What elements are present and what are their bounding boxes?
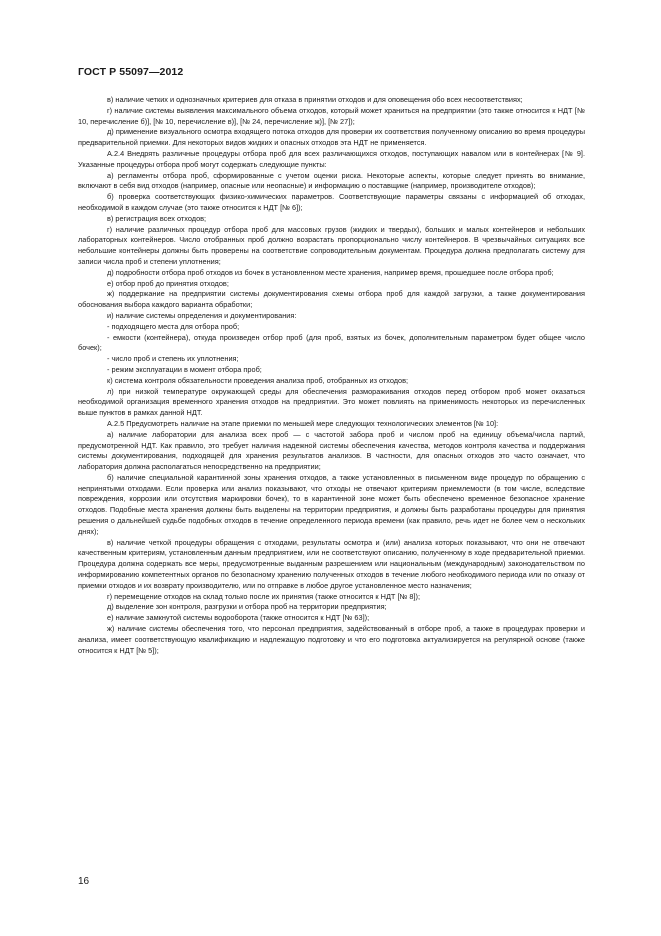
paragraph-14: - емкости (контейнера), откуда произведен отбор проб (для проб, взятых из бочек, дополнительным параметром будет общее число бочек); (78, 332, 585, 353)
paragraph-19: А.2.5 Предусмотреть наличие на этапе приемки по меньшей мере следующих технологических элементов [№ 10]: (107, 418, 499, 428)
paragraph-21: б) наличие специальной карантинной зоны хранения отходов, а также установленных в письменном виде процедур по обращению с непринятыми отходами. Если проверка или анализ показывают, что отходы не отвечают критериям приемлемости (в том числе, вследствие повреждения, коррозии или отсутствия маркировки бочек), то в карантинной зоне может быть обеспечено временное безопасное хранение отходов. Подобные места хранения должны быть выделены на территории предприятия, и должны быть разработаны процедуры для принятия решения о дальнейшей судьбе подобных отходов в течение определенного периода времени (как правило, речь идет не более чем о нескольких днях); (78, 472, 585, 536)
paragraph-17: к) система контроля обязательности проведения анализа проб, отобранных из отходов; (107, 375, 409, 385)
paragraph-24: д) выделение зон контроля, разгрузки и отбора проб на территории предприятия; (107, 602, 387, 612)
paragraph-25: е) наличие замкнутой системы водооборота (также относится к НДТ [№ 63]); (107, 613, 370, 623)
page-number: 16 (78, 876, 90, 887)
document-body (78, 95, 585, 656)
paragraph-13: - подходящего места для отбора проб; (107, 321, 240, 331)
paragraph-18: л) при низкой температуре окружающей среды для обеспечения размораживания отходов перед отбором проб может оказаться необходимой организация временного хранения отходов на предприятии. Это может повлиять на применимость некоторых из перечисленных выше пунктов в рамках данной НДТ. (78, 386, 585, 418)
paragraph-12: и) наличие системы определения и документирования: (107, 310, 297, 320)
paragraph-16: - режим эксплуатации в момент отбора проб; (107, 364, 262, 374)
document-header: ГОСТ Р 55097—2012 (78, 66, 184, 78)
paragraph-26: ж) наличие системы обеспечения того, что персонал предприятия, задействованный в отборе проб, а также в процедурах проверки и анализа, имеет соответствующую квалификацию и надлежащую подготовку и что его подготовка актуализируется на регулярной основе (также относится к НДТ [№ 5]); (78, 624, 585, 655)
paragraph-8: г) наличие различных процедур отбора проб для массовых грузов (жидких и твердых), больших и малых контейнеров и небольших лабораторных контейнеров. Число отобранных проб должно возрастать пропорционально числу контейнеров. В чрезвычайных ситуациях все небольшие контейнеры должны быть проверены на соответствие сопроводительным документам. Процедура должна предполагать систему для записи числа проб и степени уплотнения; (78, 224, 585, 266)
paragraph-4: А.2.4 Внедрять различные процедуры отбора проб для всех различающихся отходов, поступающих навалом или в контейнерах [№ 9]. Указанные процедуры отбора проб могут содержать следующие пункты: (78, 148, 585, 169)
paragraph-3: д) применение визуального осмотра входящего потока отходов для проверки их соответствия полученному описанию во время процедуры предварительной приемки. Для некоторых видов жидких и опасных отходов эта НДТ не применяется. (78, 127, 585, 148)
paragraph-23: г) перемещение отходов на склад только после их принятия (также относится к НДТ [№ 8]); (107, 591, 421, 601)
paragraph-9: д) подробности отбора проб отходов из бочек в установленном месте хранения, например время, прошедшее после отбора проб; (107, 267, 554, 277)
paragraph-5: а) регламенты отбора проб, сформированные с учетом оценки риска. Некоторые аспекты, которые следует принять во внимание, включают в себя вид отходов (например, опасные или неопасные) и информацию о поставщике (например, производителе отходов); (78, 170, 585, 191)
paragraph-1: в) наличие четких и однозначных критериев для отказа в принятии отходов и для оповещения обо всех несоответствиях; (107, 95, 523, 104)
paragraph-7: в) регистрация всех отходов; (107, 213, 207, 223)
paragraph-15: - число проб и степень их уплотнения; (107, 354, 239, 364)
paragraph-22: в) наличие четкой процедуры обращения с отходами, результаты осмотра и (или) анализа которых показывают, что они не отвечают качественным критериям, установленным данным предприятием, или не соответствуют описанию, полученному в ходе предварительной приемки. Процедура должна содержать все меры, предусмотренные выданным разрешением или национальным (международным) законодательством по информированию компетентных органов по безопасному хранению полученных отходов в течение любого необходимого периода или по отказу от приемки отходов и их возврату производителю, или по отправке в любое другое установленное место назначения; (78, 537, 585, 590)
paragraph-20: а) наличие лаборатории для анализа всех проб — с частотой забора проб и числом проб на единицу объема/числа партий, предусмотренной НДТ. Как правило, это требует наличия надежной системы обеспечения качества, методов контроля качества и поддержания системы документирования, подходящей для хранения результатов анализов. В частности, для опасных отходов это часто означает, что лаборатория должна располагаться непосредственно на предприятии; (78, 429, 585, 472)
paragraph-10: е) отбор проб до принятия отходов; (107, 278, 229, 288)
paragraph-11: ж) поддержание на предприятии системы документирования схемы отбора проб для каждой загрузки, а также документирования обоснования выбора каждого варианта обработки; (78, 289, 585, 310)
paragraph-2: г) наличие системы выявления максимального объема отходов, который может храниться на предприятии (это также относится к НДТ [№ 10, перечисление б)], [№ 10, перечисление в)], [№ 24, перечисление ж)], [№ 27]); (78, 105, 585, 126)
paragraph-6: б) проверка соответствующих физико-химических параметров. Соответствующие параметры связаны с информацией об отходах, необходимой в каждом случае (это также относится к НДТ [№ 6]); (78, 192, 585, 212)
